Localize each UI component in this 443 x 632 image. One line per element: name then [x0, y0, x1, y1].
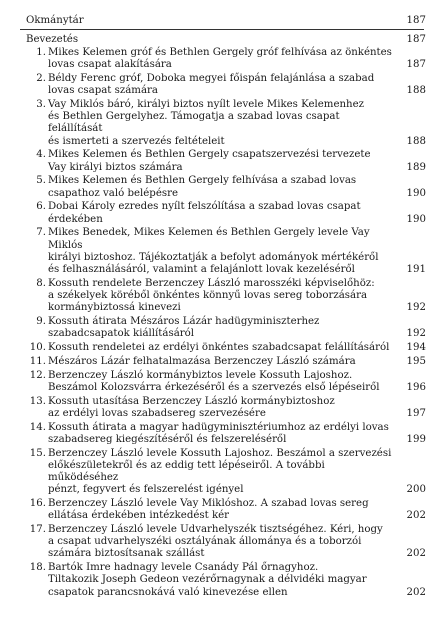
toc-entry-number: 3. [36, 99, 46, 110]
toc-entry [20, 396, 426, 420]
toc-entry [20, 356, 426, 368]
toc-entry [20, 73, 426, 97]
toc-entry-page: 196 [406, 381, 426, 393]
toc-entry [20, 448, 426, 497]
toc-entry-title: Kossuth utasítása Berzenczey László kormánybiztoshoz az erdélyi lovas szabadsereg szervezésére [48, 395, 335, 419]
toc-entry-page: 202 [406, 548, 426, 560]
toc-entry-title: Kossuth rendelete Berzenczey László marosszéki képviselőhöz: a székelyek köréből önkéntes könnyű lovas sereg toborzására kormánybiztossá kinevezi [48, 277, 375, 314]
toc-entry [20, 524, 426, 561]
toc-entry-number: 10. [29, 342, 46, 354]
toc-entry-page: 187 [406, 59, 426, 71]
toc-entry-title: Berzenczey László levele Udvarhelyszék tisztségéhez. Kéri, hogy a csapat udvarhelyszéki osztályának állománya és a toborzói számára biztosítsanak szállást [48, 524, 383, 560]
toc-entry-title: Mikes Kelemen és Bethlen Gergely felhívása a szabad lovas csapathoz való belépésre [48, 175, 357, 199]
toc-entry-number: 5. [36, 175, 46, 187]
toc-entry-page: 188 [406, 85, 426, 97]
toc-entry-page: 188 [406, 135, 426, 147]
toc-entry [20, 175, 426, 199]
toc-entry [20, 342, 426, 354]
toc-entry [20, 562, 426, 599]
toc-entry-page: 194 [406, 342, 426, 354]
toc-entry-page: 190 [406, 213, 426, 225]
toc-entry [20, 149, 426, 173]
toc-entry-page: 195 [406, 355, 426, 367]
toc-entry-number: 18. [29, 562, 46, 574]
toc-entry-title: Mikes Kelemen gróf és Bethlen Gergely gróf felhívása az önkéntes lovas csapat alakítására [48, 47, 392, 71]
toc-section-page: 187 [406, 15, 426, 26]
toc-section-title: Okmánytár [26, 15, 84, 26]
toc-entry-title: Berzenczey László kormánybiztos levele Kossuth Lajoshoz. Beszámol Kolozsvárra érkezéséről és a szervezés első lépéseiről [48, 369, 380, 393]
toc-entry-page: 202 [406, 586, 426, 598]
toc-intro-title: Bevezetés [26, 34, 79, 45]
toc-entry-title: Berzenczey László levele Kossuth Lajoshoz. Beszámol a szervezési előkészületekről és az eddig tett lépéseiről. A további működéséhez pénzt, fegyvert és felszerelést igényel [48, 447, 392, 496]
toc-entry-page: 190 [406, 187, 426, 199]
toc-entry [20, 201, 426, 225]
toc-entry-number: 11. [29, 355, 46, 367]
toc-entry-page: 192 [406, 328, 426, 340]
toc-entry-title: Dobai Károly ezredes nyílt felszólítása a szabad lovas csapat érdekében [48, 201, 361, 225]
table-of-contents [20, 14, 426, 600]
toc-entry-page: 189 [406, 161, 426, 173]
toc-entry-page: 197 [406, 407, 426, 419]
toc-entry-number: 2. [36, 73, 46, 84]
toc-entry-number: 9. [36, 316, 46, 328]
toc-entry [20, 422, 426, 446]
toc-entry-title: Mikes Kelemen és Bethlen Gergely csapatszervezési tervezete Vay királyi biztos számára [48, 149, 371, 173]
toc-entry-page: 200 [406, 484, 426, 496]
divider [20, 29, 424, 30]
toc-entry-title: Kossuth rendeletei az erdélyi önkéntes szabadcsapat felállításáról [48, 342, 390, 354]
toc-entry-title: Bartók Imre hadnagy levele Csanády Pál őrnagyhoz. Tiltakozik Joseph Gedeon vezérőrnagynak a délvidéki magyar csapatok parancsnokává való kinevezése ellen [48, 562, 367, 598]
toc-entry [20, 370, 426, 394]
toc-entry-number: 1. [36, 47, 46, 58]
toc-entry-page: 191 [406, 264, 426, 276]
toc-header-row [20, 14, 426, 28]
toc-entry-title: Mészáros Lázár felhatalmazása Berzenczey László számára [48, 355, 356, 367]
toc-entry-number: 16. [29, 498, 46, 510]
toc-entry [20, 278, 426, 315]
toc-entry-title: Béldy Ferenc gróf, Doboka megyei főispán felajánlása a szabad lovas csapat számára [48, 73, 375, 97]
toc-intro-row [20, 33, 426, 47]
toc-entry-number: 8. [36, 277, 46, 289]
toc-entry-number: 13. [29, 395, 46, 407]
toc-entry [20, 47, 426, 71]
toc-intro-page: 187 [406, 34, 426, 45]
toc-entry-page: 192 [406, 302, 426, 314]
toc-entry [20, 99, 426, 148]
toc-entry-page: 202 [406, 510, 426, 522]
toc-entry-list [20, 47, 426, 599]
toc-entry-number: 6. [36, 201, 46, 213]
toc-entry-title: Kossuth átirata a magyar hadügyminisztériumhoz az erdélyi lovas szabadsereg kiegészítéséről és felszereléséről [48, 421, 389, 445]
toc-entry-title: Mikes Benedek, Mikes Kelemen és Bethlen Gergely levele Vay Miklós királyi biztoshoz. Tájékoztatják a befolyt adományok mértékéről és felhasználásáról, valamint a felajánlott lovak kezeléséről [48, 227, 379, 276]
toc-entry-page: 199 [406, 433, 426, 445]
toc-entry-number: 12. [29, 369, 46, 381]
toc-entry-title: Kossuth átirata Mészáros Lázár hadügyminiszterhez szabadcsapatok kiállításáról [48, 316, 320, 340]
toc-entry-title: Berzenczey László levele Vay Miklóshoz. A szabad lovas sereg ellátása érdekében intézkedést kér [48, 498, 369, 522]
toc-entry-title: Vay Miklós báró, királyi biztos nyílt levele Mikes Kelemenhez és Bethlen Gergelyhez. Támogatja a szabad lovas csapat felállítását és ismerteti a szervezés feltételeit [48, 99, 364, 147]
toc-entry-number: 7. [36, 227, 46, 239]
toc-entry-number: 17. [29, 524, 46, 536]
toc-entry-number: 4. [36, 149, 46, 161]
toc-entry [20, 227, 426, 276]
toc-entry-number: 15. [29, 447, 46, 459]
toc-entry-number: 14. [29, 421, 46, 433]
toc-entry [20, 316, 426, 340]
toc-entry [20, 498, 426, 522]
